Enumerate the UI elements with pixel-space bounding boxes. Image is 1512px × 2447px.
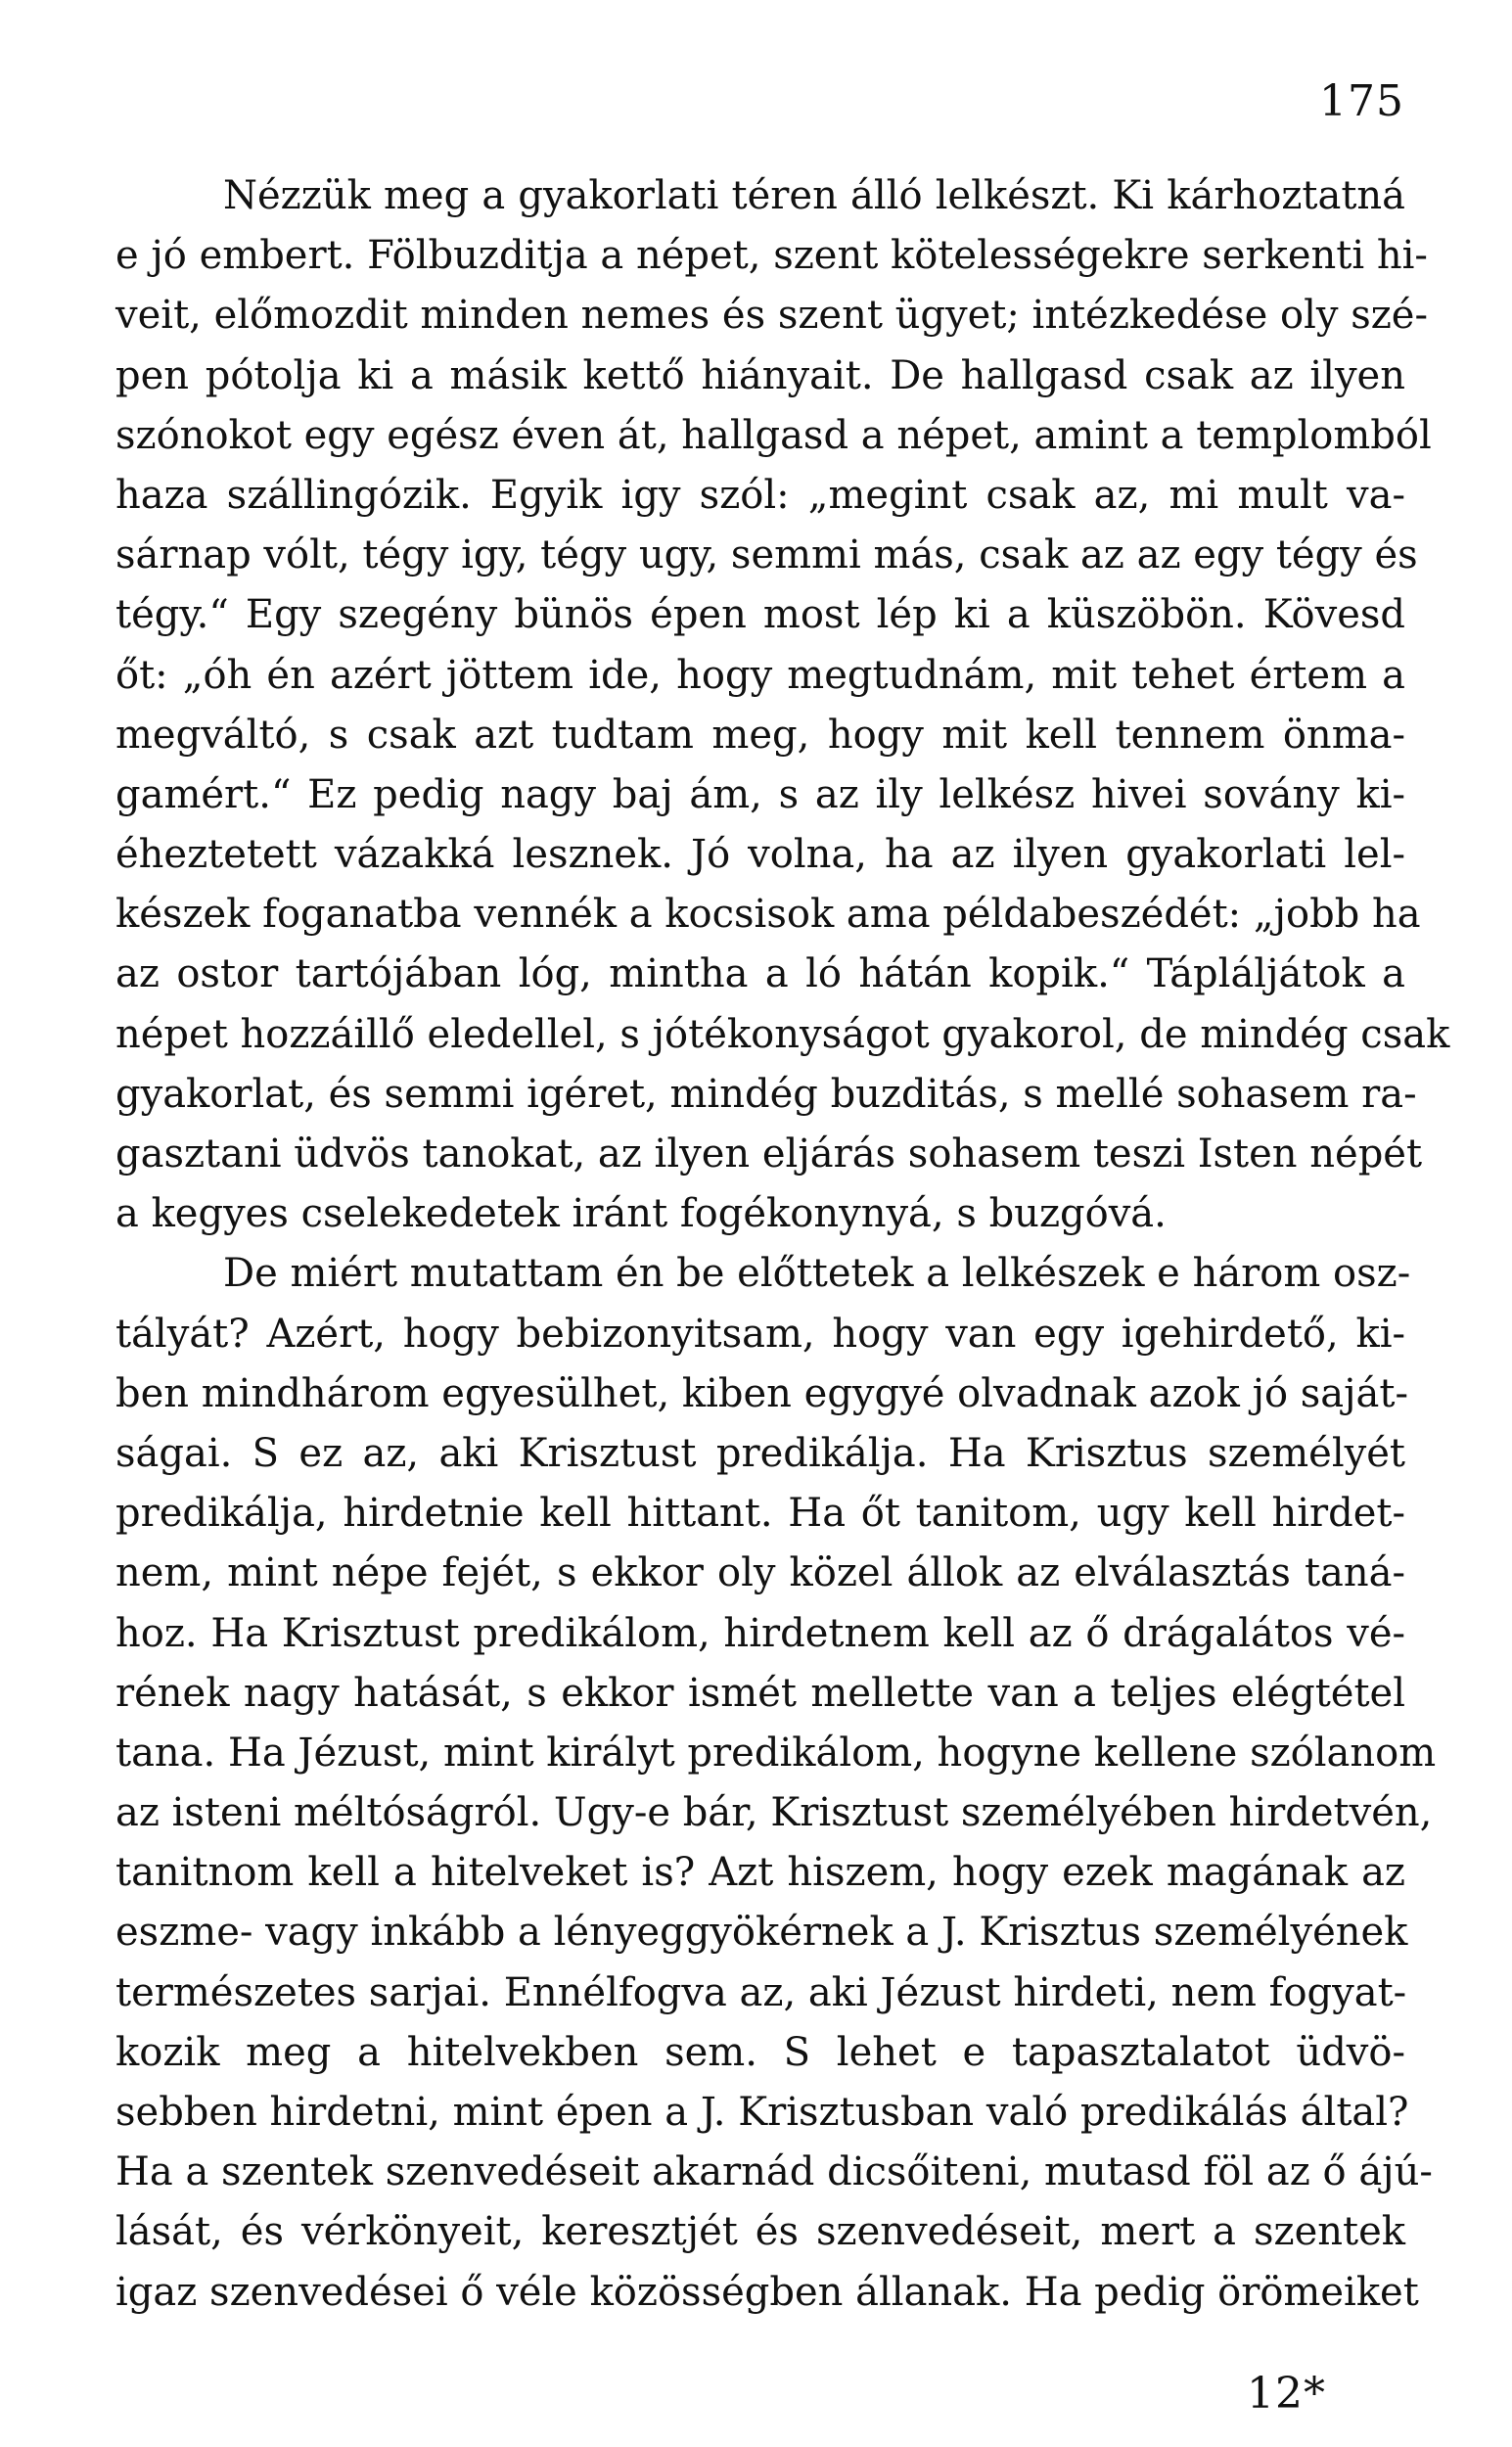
text-line: e jó embert. Fölbuzditja a népet, szent kötelességekre serkenti hi- [115, 233, 1428, 279]
text-line: őt: „óh én azért jöttem ide, hogy megtudnám, mit tehet értem a [115, 652, 1405, 698]
text-line: népet hozzáillő eledellel, s jótékonyságot gyakorol, de mindég csak [115, 1011, 1450, 1057]
text-line: sebben hirdetni, mint épen a J. Krisztusban való predikálás által? [115, 2090, 1409, 2135]
text-line: gyakorlat, és semmi igéret, mindég buzditás, s mellé sohasem ra- [115, 1071, 1417, 1117]
text-line: nem, mint népe fejét, s ekkor oly közel állok az elválasztás taná- [115, 1550, 1405, 1596]
text-line: Ha a szentek szenvedéseit akarnád dicsőiteni, mutasd föl az ő ájú- [115, 2149, 1433, 2195]
text-line: lását, és vérkönyeit, keresztjét és szenvedéseit, mert a szentek [115, 2209, 1405, 2255]
text-line: tanitnom kell a hitelveket is? Azt hiszem, hogy ezek magának az [115, 1850, 1405, 1896]
text-line: természetes sarjai. Ennélfogva az, aki Jézust hirdeti, nem fogyat- [115, 1969, 1407, 2015]
text-line: tályát? Azért, hogy bebizonyitsam, hogy van egy igehirdető, ki- [115, 1311, 1405, 1357]
text-line: Nézzük meg a gyakorlati téren álló lelkészt. Ki kárhoztatná [223, 173, 1405, 218]
text-line: haza szállingózik. Egyik igy szól: „megint csak az, mi mult va- [115, 472, 1405, 518]
text-line: sárnap vólt, tégy igy, tégy ugy, semmi más, csak az az egy tégy és [115, 532, 1418, 578]
text-line: gamért.“ Ez pedig nagy baj ám, s az ily lelkész hivei sovány ki- [115, 771, 1405, 817]
text-line: készek foganatba vennék a kocsisok ama példabeszédét: „jobb ha [115, 892, 1421, 938]
text-line: az ostor tartójában lóg, mintha a ló hátán kopik.“ Tápláljátok a [115, 951, 1405, 997]
text-line: rének nagy hatását, s ekkor ismét mellette van a teljes elégtétel [115, 1670, 1405, 1716]
text-line: igaz szenvedései ő véle közösségben állanak. Ha pedig örömeiket [115, 2269, 1419, 2315]
text-line: veit, előmozdit minden nemes és szent ügyet; intézkedése oly szé- [115, 293, 1428, 339]
text-line: kozik meg a hitelvekben sem. S lehet e tapasztalatot üdvö- [115, 2029, 1405, 2075]
page-number: 175 [1319, 76, 1404, 126]
text-line: De miért mutattam én be előttetek a lelkészek e három osz- [223, 1251, 1411, 1297]
text-line: tégy.“ Egy szegény bünös épen most lép ki a küszöbön. Kövesd [115, 592, 1405, 638]
text-line: ságai. S ez az, aki Krisztust predikálja. Ha Krisztus személyét [115, 1430, 1405, 1476]
text-line: ben mindhárom egyesülhet, kiben egygyé olvadnak azok jó saját- [115, 1370, 1408, 1416]
text-line: tana. Ha Jézust, mint királyt predikálom, hogyne kellene szólanom [115, 1730, 1437, 1776]
text-line: pen pótolja ki a másik kettő hiányait. De hallgasd csak az ilyen [115, 352, 1405, 398]
signature-mark: 12* [1247, 2369, 1326, 2419]
text-line: az isteni méltóságról. Ugy-e bár, Krisztust személyében hirdetvén, [115, 1790, 1433, 1836]
text-line: szónokot egy egész éven át, hallgasd a népet, amint a templomból [115, 412, 1432, 458]
text-line: hoz. Ha Krisztust predikálom, hirdetnem kell az ő drágalátos vé- [115, 1610, 1405, 1656]
text-line: eszme- vagy inkább a lényeggyökérnek a J. Krisztus személyének [115, 1910, 1408, 1956]
text-line: predikálja, hirdetnie kell hittant. Ha őt tanitom, ugy kell hirdet- [115, 1491, 1405, 1537]
text-line: éheztetett vázakká lesznek. Jó volna, ha az ilyen gyakorlati lel- [115, 832, 1405, 878]
text-line: a kegyes cselekedetek iránt fogékonynyá, s buzgóvá. [115, 1191, 1167, 1237]
text-line: gasztani üdvös tanokat, az ilyen eljárás sohasem teszi Isten népét [115, 1131, 1423, 1177]
text-line: megváltó, s csak azt tudtam meg, hogy mit kell tennem önma- [115, 712, 1405, 758]
body-text [115, 166, 1450, 2323]
